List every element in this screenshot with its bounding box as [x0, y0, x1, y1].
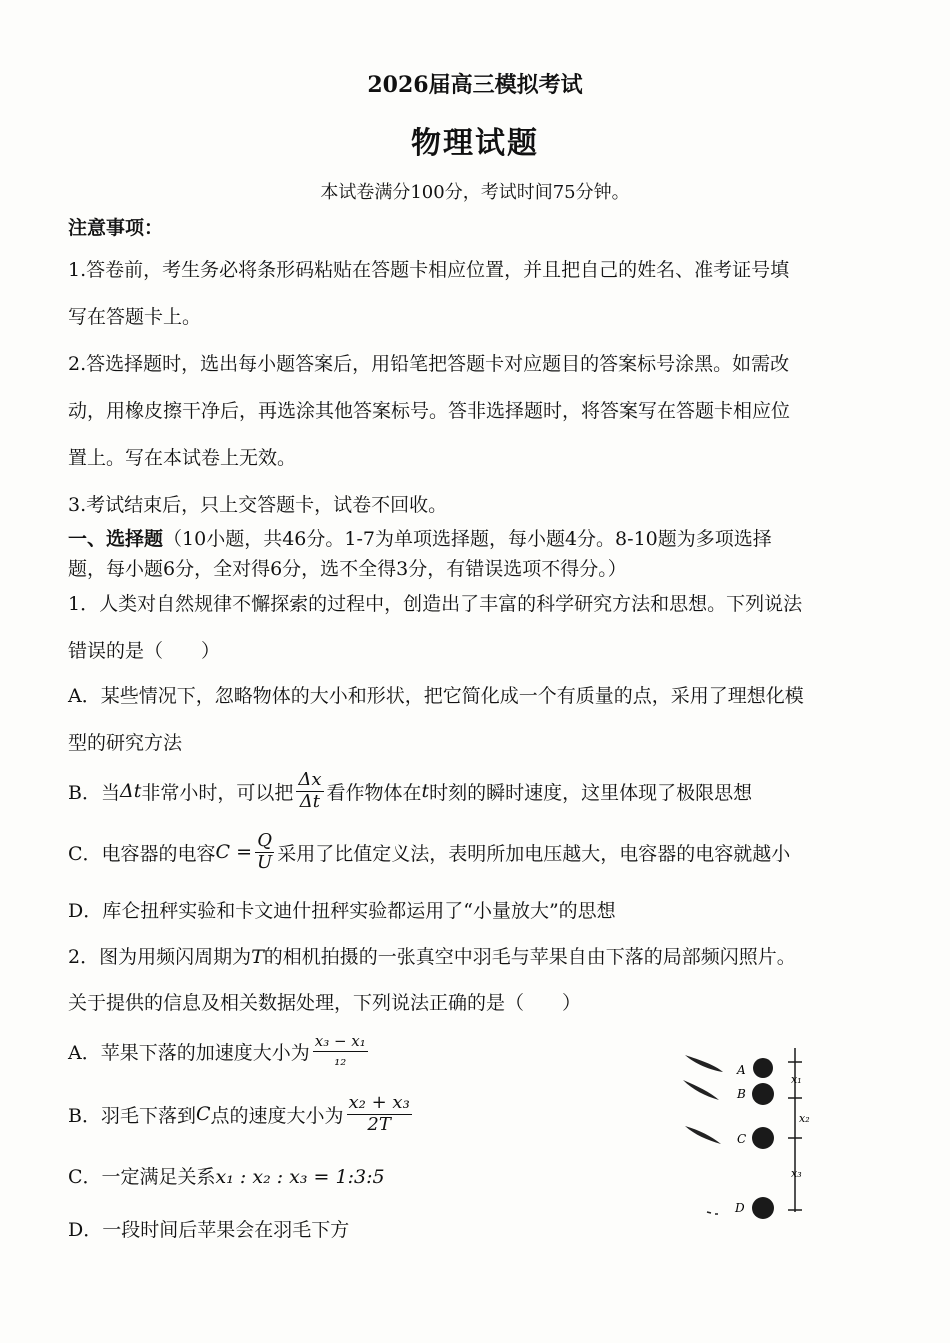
notice-line-2a: 2.答选择题时，选出每小题答案后，用铅笔把答题卡对应题目的答案标号涂黑。如需改 — [68, 353, 790, 375]
label-b: B — [737, 1087, 746, 1101]
fraction-dx-dt: $\frac{\Delta x}{\Delta t}$ — [298, 768, 322, 812]
feathers — [683, 1055, 723, 1214]
exam-subtitle: 本试卷满分100分，考试时间75分钟。 — [320, 182, 630, 203]
section1-line-a — [68, 524, 772, 551]
notice-line-2b: 动，用橡皮擦干净后，再选涂其他答案标号。答非选择题时，将答案写在答题卡相应位 — [68, 400, 791, 422]
apple-icon — [753, 1058, 773, 1078]
label-x3: x₃ — [791, 1167, 802, 1180]
q2-stem-b: 关于提供的信息及相关数据处理，下列说法正确的是（ ） — [68, 992, 582, 1014]
subject-title: 物理试题 — [411, 126, 539, 161]
q2-option-d: D．一段时间后苹果会在羽毛下方 — [68, 1219, 350, 1241]
section1-desc-b: 题，每小题6分，全对得6分，选不全得3分，有错误选项不得分。） — [68, 558, 627, 580]
q2-stem-a: 2．图为用频闪周期为T的相机拍摄的一张真空中羽毛与苹果自由下落的局部频闪照片。 — [68, 946, 796, 968]
apples — [752, 1058, 774, 1219]
fraction-optA: $\frac{\text{x₃ − x₁}}{\text{₁₂}}$ — [314, 1032, 366, 1069]
q1-option-b: B．当 Δt 非常小时，可以把 $\frac{\Delta x}{\Delta t}$ 看作物体在 t 时刻的瞬时速度，这里体现了极限思想 — [68, 768, 753, 812]
section1-heading: 一、选择题 — [68, 528, 164, 550]
label-x2: x₂ — [799, 1112, 810, 1125]
notice-heading: 注意事项： — [68, 217, 164, 239]
section1-desc-a: （10小题，共46分。1-7为单项选择题，每小题4分。8-10题为多项选择 — [163, 528, 772, 550]
q1-option-a-b: 型的研究方法 — [68, 732, 183, 754]
apple-icon — [752, 1197, 774, 1219]
label-a: A — [737, 1063, 746, 1077]
fraction-q-u: $\frac{Q}{U}$ — [257, 829, 273, 873]
q1-option-d: D．库仑扭秤实验和卡文迪什扭秤实验都运用了“小量放大”的思想 — [68, 900, 616, 922]
notice-line-1a: 1.答卷前，考生务必将条形码粘贴在答题卡相应位置，并且把自己的姓名、准考证号填 — [68, 259, 790, 281]
notice-line-1b: 写在答题卡上。 — [68, 306, 202, 328]
fraction-optB: $\frac{\text{x₂ + x₃}}{2T}$ — [348, 1091, 410, 1135]
q1-stem-b: 错误的是（ ） — [68, 640, 221, 662]
strobe-photo-figure — [675, 1040, 835, 1230]
q2-option-a: A．苹果下落的加速度大小为 $\frac{\text{x₃ − x₁}}{\text{₁₂}}$ — [68, 1032, 366, 1069]
q1-option-c: C．电容器的电容 C = $\frac{Q}{U}$ 采用了比值定义法，表明所加电压越大，电容器的电容就越小 — [68, 829, 791, 873]
label-x1: x₁ — [791, 1073, 802, 1086]
notice-line-2c: 置上。写在本试卷上无效。 — [68, 447, 297, 469]
label-c: C — [737, 1132, 747, 1146]
apple-icon — [752, 1083, 774, 1105]
exam-title: 2026届高三模拟考试 — [367, 72, 583, 98]
q2-option-c: C．一定满足关系x₁ : x₂ : x₃ = 1:3:5 — [68, 1166, 385, 1188]
feather-icon — [685, 1055, 723, 1072]
label-d: D — [735, 1201, 745, 1215]
q1-stem-a: 1．人类对自然规律不懈探索的过程中，创造出了丰富的科学研究方法和思想。下列说法 — [68, 593, 803, 615]
feather-icon — [685, 1126, 721, 1144]
feather-icon — [683, 1080, 719, 1100]
apple-icon — [752, 1127, 774, 1149]
q2-option-b: B．羽毛下落到 C 点的速度大小为 $\frac{\text{x₂ + x₃}}{2T}$ — [68, 1091, 410, 1135]
notice-line-3: 3.考试结束后，只上交答题卡，试卷不回收。 — [68, 494, 448, 516]
feather-icon — [707, 1212, 718, 1214]
q1-option-a-a: A．某些情况下，忽略物体的大小和形状，把它简化成一个有质量的点，采用了理想化模 — [68, 685, 804, 707]
